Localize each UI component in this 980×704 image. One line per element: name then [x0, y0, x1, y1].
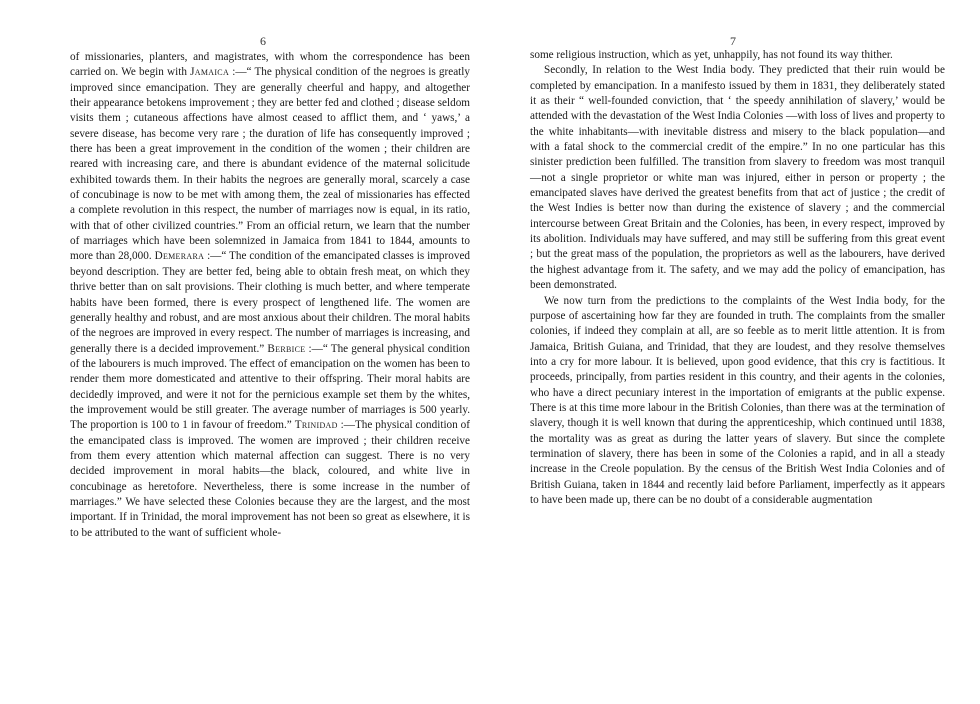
paragraph-text: :—“ The general physical condition of the labourers is much improved. The effect of emancipation on the women has been to render them more domesticated and attentive to their offspring. Their moral habits are decidedly improved, and were it not for the pernicious example set them by the whites, the improvement would be still greater. The average number of marriages is 500 yearly. The proportion is 100 to 1 in favour of freedom.”	[70, 342, 470, 432]
page-number-right: 7	[730, 34, 736, 48]
paragraph-text: :—The physical condition of the emancipated class is improved. The women are improved ; their children receive from them every attention which maternal affection can suggest. There is no very decided improvement in moral habits—the black, coloured, and white live in concubinage as heretofore. Nevertheless, there is some increase in the number of marriages.” We have selected these Colonies because they are the largest, and the most important. If in Trinidad, the moral improvement has not been so great as elsewhere, it is to be attributed to the want of sufficient whole-	[70, 419, 470, 539]
colony-heading: Trinidad	[294, 419, 338, 432]
left-page-text	[70, 50, 470, 541]
colony-heading: Berbice	[267, 342, 306, 355]
paragraph-text: :—“ The physical condition of the negroes is greatly improved since emancipation. They are generally cheerful and happy, and altogether their appearance betokens improvement ; they are better fed and clothed ; disease seldom visits them ; cutaneous affections have almost ceased to afflict them, and ‘ yaws,’ a severe disease, has become very rare ; the duration of life has consequently improved ; there has been a great improvement in the condition of the women ; their children are reared with increasing care, and there is abundant evidence of the maternal solicitude exhibited towards them. In their habits the negroes are generally moral, scarcely a case of concubinage is now to be met with among them, the zeal of missionaries has effected a complete revolution in this respect, the number of marriages now is equal, in its ratio, with that of other civilized countries.” From an official return, we learn that the number of marriages which have been solemnized in Jamaica from 1841 to 1844, amounts to more than 28,000.	[70, 66, 470, 263]
colony-heading: Jamaica	[190, 66, 230, 79]
right-page-text	[530, 48, 945, 508]
left-page	[70, 0, 470, 704]
paragraph	[530, 294, 945, 509]
paragraph-text: We now turn from the predictions to the complaints of the West India body, for the purpose of ascertaining how far they are founded in truth. The complaints from the smaller colonies, if indeed they complain at all, are so feeble as to merit little attention. It is from Jamaica, British Guiana, and Trinidad, that they are loudest, and they resolve themselves into a cry for more labour. It is believed, upon good evidence, that this cry is factitious. It proceeds, principally, from parties resident in this country, and their agents in the colonies, who have a direct pecuniary interest in the importation of emigrants at the public expense. There is at this time more labour in the British Colonies, than there was at the termination of slavery, though it is well known that during the apprenticeship, which continued until 1838, the mortality was as great as during the latter years of slavery. But since the complete termination of slavery, there has been in some of the Colonies a rapid, and in all a steady increase in the Creole population. By the census of the British West India Colonies and of British Guiana, taken in 1844 and recently laid before Parliament, imperfectly as it appears to have been made up, there can be no doubt of a considerable augmentation	[530, 294, 945, 506]
paragraph-text: some religious instruction, which as yet, unhappily, has not found its way thither.	[530, 49, 893, 61]
colony-heading: Demerara	[154, 250, 205, 263]
paragraph	[70, 50, 470, 541]
paragraph-text: :—“ The condition of the emancipated classes is improved beyond description. They are better fed, being able to obtain fresh meat, on which they thrive better than on salt provisions. Their clothing is much better, and where temperate habits have been formed, there is every prospect of lengthened life. The women are generally healthy and robust, and are most anxious about their children. The moral habits of the negroes are improved in every respect. The number of marriages is increasing, and generally there is a decided improvement.”	[70, 250, 471, 355]
paragraph	[530, 48, 945, 63]
page-number-left: 6	[260, 34, 266, 48]
paragraph	[530, 63, 945, 293]
right-page	[530, 0, 945, 704]
paragraph-text: of missionaries, planters, and magistrates, with whom the correspondence has been carried on. We begin with	[70, 51, 470, 79]
paragraph-text: Secondly, In relation to the West India body. They predicted that their ruin would be completed by emancipation. In a manifesto issued by them in 1831, they deliberately stated it as their “ well-founded conviction, that ‘ the speedy annihilation of slavery,’ would be attended with the devastation of the West India Colonies —with loss of lives and property to the white inhabitants—with inevitable distress and misery to the black population—and with a fatal shock to the commercial credit of the empire.” In no one particular has this sinister prediction been fulfilled. The transition from slavery to freedom was most tranquil—not a single proprietor or white man was injured, either in person or property ; the emancipated slaves have derived the greatest benefits from that act of justice ; the credit of the West Indies is better now than during the existence of slavery ; and the commercial intercourse between Great Britain and the Colonies, has been, in every respect, improved by its abolition. Individuals may have suffered, and may still be suffering from this great event ; but the great mass of the population, the proprietors as well as the labourers, have derived the highest advantage from it. The safety, and we may add the policy of emancipation, has been demonstrated.	[530, 64, 945, 292]
